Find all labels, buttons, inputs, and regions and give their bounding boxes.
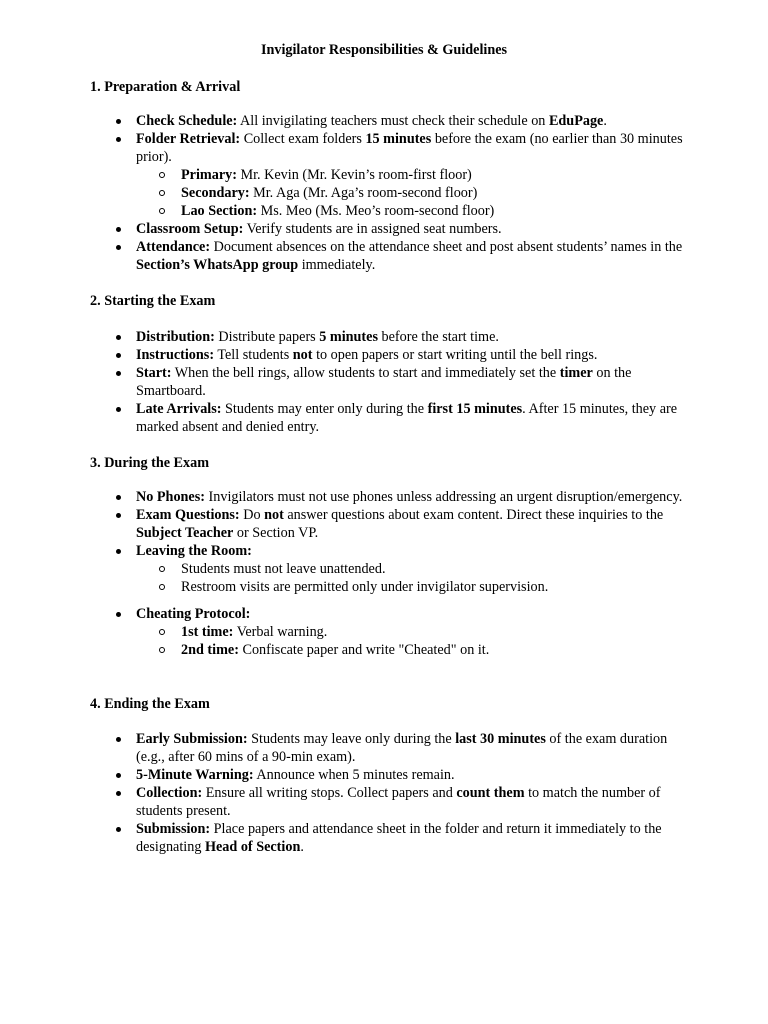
section-heading-starting: 2. Starting the Exam bbox=[90, 293, 216, 309]
list-item: Submission: Place papers and attendance sheet in the folder and return it immediately to the designating Head of Section. bbox=[136, 820, 684, 856]
list-item: Attendance: Document absences on the attendance sheet and post absent students’ names in the Section’s WhatsApp group immediately. bbox=[136, 239, 683, 273]
list-item: Start: When the bell rings, allow students to start and immediately set the timer on the Smartboard. bbox=[136, 364, 684, 400]
section-list-starting bbox=[136, 328, 684, 436]
item-label: Leaving the Room: bbox=[136, 543, 252, 559]
list-item bbox=[136, 542, 684, 596]
item-label: Cheating Protocol: bbox=[136, 606, 251, 622]
list-item: Check Schedule: All invigilating teachers must check their schedule on EduPage. bbox=[136, 112, 684, 130]
document-title: Invigilator Responsibilities & Guidelines bbox=[260, 42, 508, 58]
item-label: Secondary: bbox=[181, 185, 250, 201]
item-label: Distribution: bbox=[136, 329, 215, 345]
item-label: 1st time: bbox=[181, 624, 234, 640]
item-label: 2nd time: bbox=[181, 642, 239, 658]
sub-list bbox=[136, 560, 684, 596]
sub-list-item: Lao Section: Ms. Meo (Ms. Meo’s room-second floor) bbox=[181, 202, 684, 220]
section-heading-during: 3. During the Exam bbox=[90, 455, 210, 471]
list-item: Early Submission: Students may leave only during the last 30 minutes of the exam duration (e.g., after 60 mins of a 90-min exam). bbox=[136, 730, 684, 766]
section-list-ending bbox=[136, 730, 684, 856]
emphasis-text: count them bbox=[456, 785, 525, 801]
item-label: Classroom Setup: bbox=[136, 221, 244, 237]
item-label: Submission: bbox=[136, 821, 211, 837]
item-label: No Phones: bbox=[136, 489, 205, 505]
sub-list-item: Restroom visits are permitted only under invigilator supervision. bbox=[181, 578, 684, 596]
item-label: Primary: bbox=[181, 167, 237, 183]
emphasis-text: Head of Section bbox=[204, 839, 301, 855]
emphasis-text: 15 minutes bbox=[365, 131, 432, 147]
section-heading-preparation: 1. Preparation & Arrival bbox=[90, 79, 241, 95]
sub-list bbox=[136, 166, 684, 220]
list-item bbox=[136, 605, 684, 659]
emphasis-text: last 30 minutes bbox=[455, 731, 546, 747]
item-label: Lao Section: bbox=[181, 203, 258, 219]
list-item: 5-Minute Warning: Announce when 5 minutes remain. bbox=[136, 766, 684, 784]
item-label: 5-Minute Warning: bbox=[136, 767, 254, 783]
emphasis-text: timer bbox=[559, 365, 593, 381]
item-label: Early Submission: bbox=[136, 731, 248, 747]
item-label: Check Schedule: bbox=[136, 113, 238, 129]
section-list-preparation bbox=[136, 112, 684, 274]
item-label: Instructions: bbox=[136, 347, 215, 363]
list-item: Late Arrivals: Students may enter only during the first 15 minutes. After 15 minutes, they are marked absent and denied entry. bbox=[136, 400, 684, 436]
emphasis-text: not bbox=[292, 347, 313, 363]
list-item: Instructions: Tell students not to open papers or start writing until the bell rings. bbox=[136, 346, 684, 364]
item-label: Late Arrivals: bbox=[136, 401, 222, 417]
sub-list-item: 1st time: Verbal warning. bbox=[181, 623, 684, 641]
sub-list-item: Secondary: Mr. Aga (Mr. Aga’s room-second floor) bbox=[181, 184, 684, 202]
item-label: Exam Questions: bbox=[136, 507, 240, 523]
list-item: Classroom Setup: Verify students are in assigned seat numbers. bbox=[136, 220, 684, 238]
sub-list-item: 2nd time: Confiscate paper and write "Cheated" on it. bbox=[181, 641, 684, 659]
sub-list bbox=[136, 623, 684, 659]
item-label: Folder Retrieval: bbox=[136, 131, 241, 147]
list-item: Folder Retrieval: Collect exam folders 15 minutes before the exam (no earlier than 30 minutes prior). Primary: Mr. Kevin (Mr. Kevin’s room-first floor) Secondary: Mr. Aga (Mr. Aga’s room-second floor) Lao Section: Ms. Meo (Ms. Meo’s room-second floor) bbox=[136, 131, 683, 219]
sub-list-item: Primary: Mr. Kevin (Mr. Kevin’s room-first floor) bbox=[181, 166, 684, 184]
list-item: Exam Questions: Do not answer questions about exam content. Direct these inquiries to the Subject Teacher or Section VP. bbox=[136, 506, 684, 542]
sub-list-item: Students must not leave unattended. bbox=[181, 560, 684, 578]
list-item: Collection: Ensure all writing stops. Collect papers and count them to match the number of students present. bbox=[136, 784, 684, 820]
emphasis-text: 5 minutes bbox=[319, 329, 378, 345]
item-label: Attendance: bbox=[136, 239, 211, 255]
item-label: Start: bbox=[136, 365, 172, 381]
item-label: Collection: bbox=[136, 785, 203, 801]
list-item: Distribution: Distribute papers 5 minutes before the start time. bbox=[136, 328, 684, 346]
section-heading-ending: 4. Ending the Exam bbox=[90, 696, 210, 712]
emphasis-text: first 15 minutes bbox=[427, 401, 523, 417]
emphasis-text: EduPage bbox=[548, 113, 604, 129]
emphasis-text: Subject Teacher bbox=[136, 525, 234, 541]
section-list-during bbox=[136, 488, 684, 659]
list-item: No Phones: Invigilators must not use phones unless addressing an urgent disruption/emergency. bbox=[136, 489, 683, 505]
emphasis-text: Section’s WhatsApp group bbox=[136, 257, 299, 273]
emphasis-text: not bbox=[264, 507, 284, 523]
